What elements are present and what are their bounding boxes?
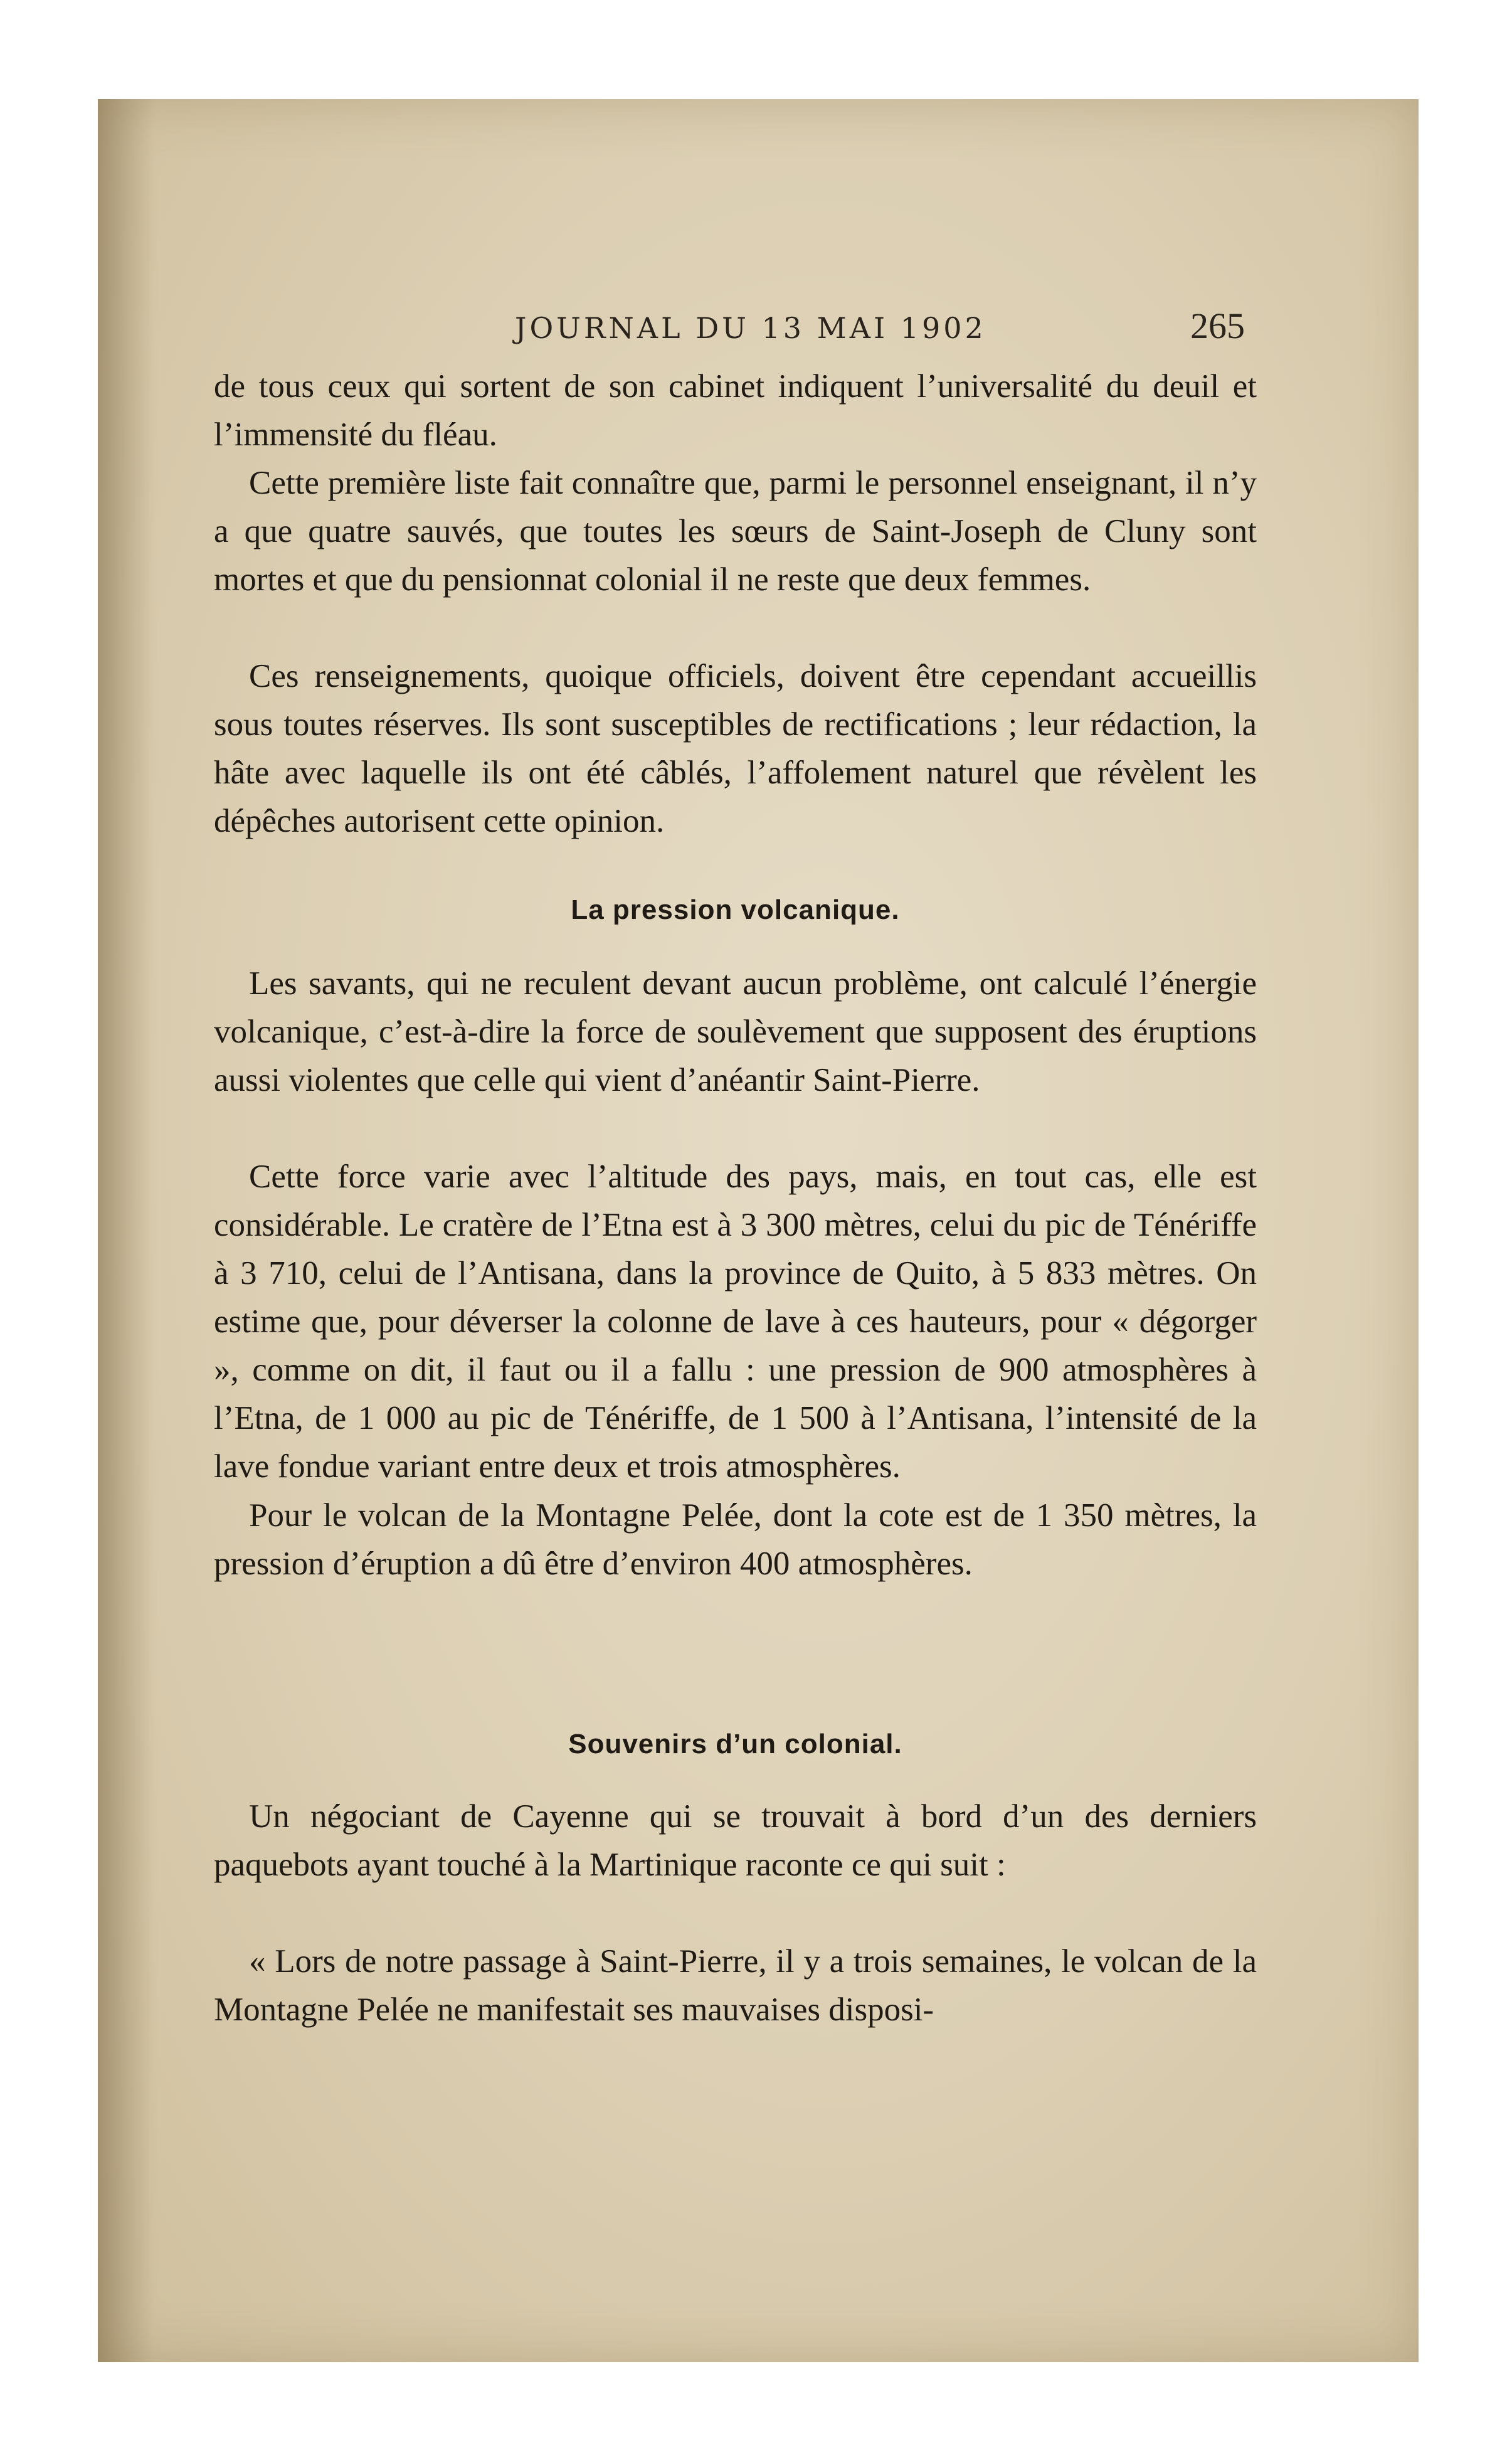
- paragraph-savants: Les savants, qui ne reculent devant aucun problème, ont calculé l’énergie volcanique, c’est-à-dire la force de soulèvement que supposent des éruptions aussi violentes que celle qui vient d’anéantir Saint-Pierre.: [214, 965, 1257, 1098]
- paragraph-force: Cette force varie avec l’altitude des pays, mais, en tout cas, elle est considérable. Le cratère de l’Etna est à 3 300 mètres, celui du pic de Ténériffe à 3 710, celui de l’Antisana, dans la province de Quito, à 5 833 mètres. On estime que, pour déverser la colonne de lave à ces hauteurs, pour « dégorger », comme on dit, il faut ou il a fallu : une pression de 900 atmosphères à l’Etna, de 1 000 au pic de Ténériffe, de 1 500 à l’Antisana, l’intensité de la lave fondue variant entre deux et trois atmosphères.: [214, 1159, 1257, 1485]
- running-title: JOURNAL DU 13 MAI 1902: [515, 311, 986, 345]
- paragraph-first-list: Cette première liste fait connaître que, parmi le personnel enseignant, il n’y a que quatre sauvés, que toutes les sœurs de Saint-Joseph de Cluny sont mortes et que du pensionnat colonial il ne reste que deux femmes.: [214, 465, 1257, 598]
- paragraph-negociant: Un négociant de Cayenne qui se trouvait à bord d’un des derniers paquebots ayant touché à la Martinique raconte ce qui suit :: [214, 1798, 1257, 1883]
- section-heading-pression: La pression volcanique.: [571, 894, 900, 925]
- paragraph-quote: « Lors de notre passage à Saint-Pierre, il y a trois semaines, le volcan de la Montagne Pelée ne manifestait ses mauvaises disposi-: [214, 1943, 1257, 2028]
- running-head: [98, 304, 1419, 346]
- section-heading-souvenirs: Souvenirs d’un colonial.: [568, 1729, 902, 1759]
- paragraph-montagne-pelee: Pour le volcan de la Montagne Pelée, dont la cote est de 1 350 mètres, la pression d’éruption a dû être d’environ 400 atmosphères.: [214, 1497, 1257, 1582]
- paragraph-reserves: Ces renseignements, quoique officiels, doivent être cependant accueillis sous toutes réserves. Ils sont susceptibles de rectifications ; leur rédaction, la hâte avec laquelle ils ont été câblés, l’affolement naturel que révèlent les dépêches autorisent cette opinion.: [214, 658, 1257, 839]
- paragraph-continuation: de tous ceux qui sortent de son cabinet indiquent l’universalité du deuil et l’immensité du fléau.: [214, 368, 1257, 453]
- book-page: [98, 99, 1419, 2362]
- page-number: 265: [1190, 305, 1245, 346]
